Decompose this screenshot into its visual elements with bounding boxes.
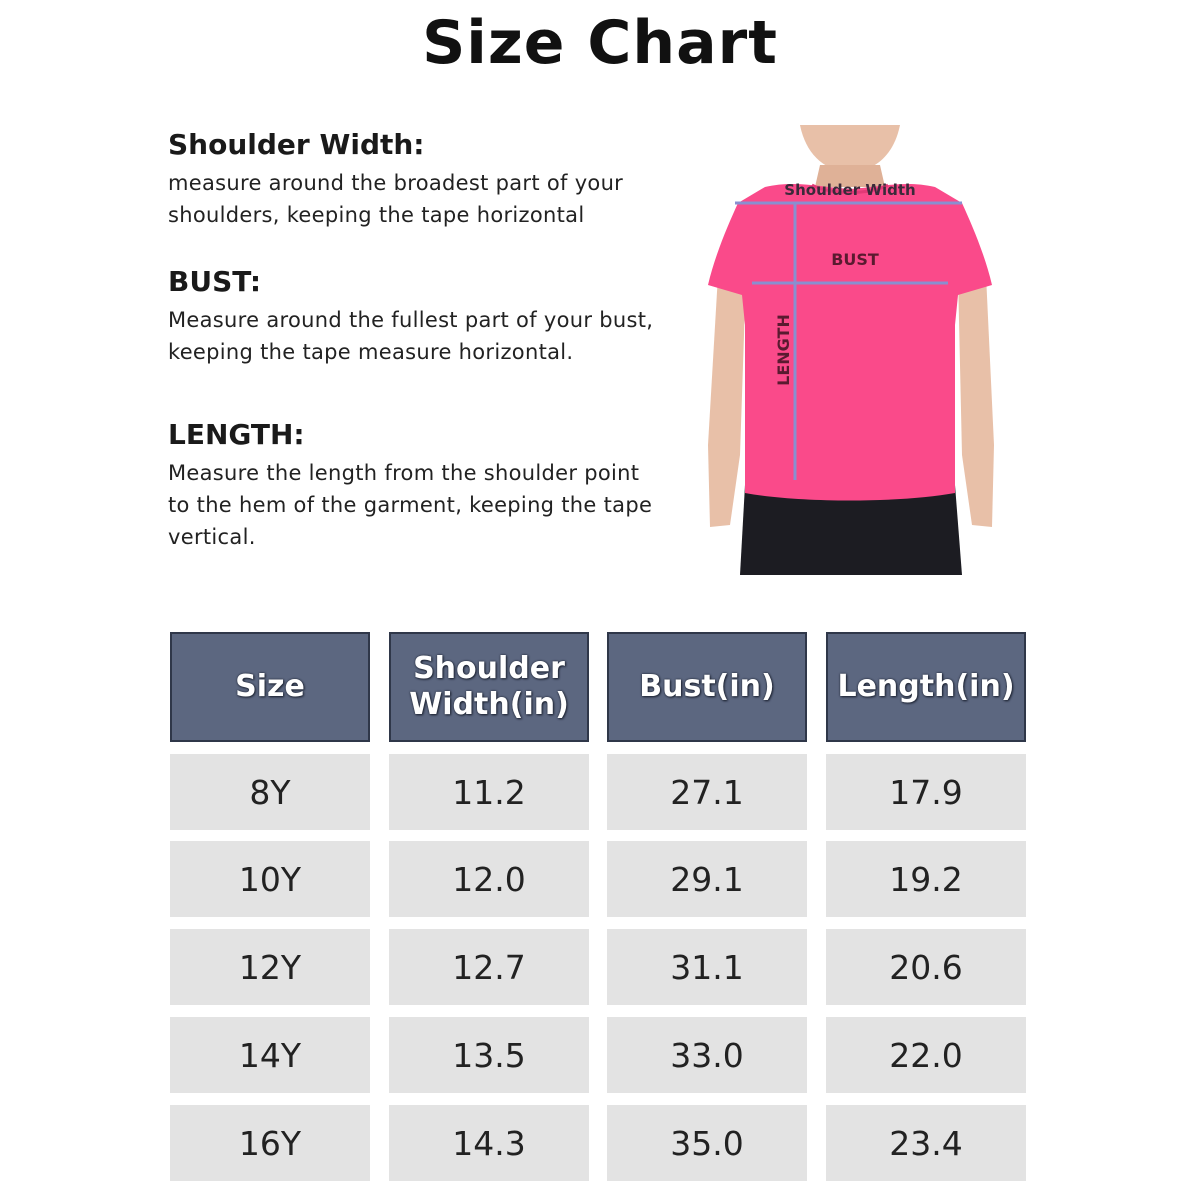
section-bust <box>168 265 688 368</box>
right-arm-skin <box>958 275 994 527</box>
table-cell: 35.0 <box>607 1105 807 1181</box>
table-cell: 10Y <box>170 841 370 917</box>
section-text <box>168 167 688 231</box>
text-line: keeping the tape measure horizontal. <box>168 340 574 364</box>
pink-tshirt <box>708 184 992 501</box>
section-shoulder-width <box>168 128 688 231</box>
bust-label: BUST <box>831 250 879 269</box>
table-cell: 27.1 <box>607 754 807 830</box>
header-shoulder-width <box>389 632 589 742</box>
length-label: LENGTH <box>774 314 793 386</box>
table-cell: 20.6 <box>826 929 1026 1005</box>
text-line: vertical. <box>168 525 256 549</box>
header-label <box>409 651 569 723</box>
header-label-line: Width(in) <box>409 687 569 722</box>
tshirt-measurement-figure <box>700 125 1000 575</box>
left-arm-skin <box>708 275 746 527</box>
header-bust <box>607 632 807 742</box>
table-cell: 14.3 <box>389 1105 589 1181</box>
table-cell: 12.7 <box>389 929 589 1005</box>
text-line: measure around the broadest part of your <box>168 171 624 195</box>
header-label: Size <box>235 669 305 704</box>
table-cell: 14Y <box>170 1017 370 1093</box>
table-cell: 12.0 <box>389 841 589 917</box>
section-heading: BUST: <box>168 265 262 298</box>
table-cell: 23.4 <box>826 1105 1026 1181</box>
section-text <box>168 304 688 368</box>
text-line: Measure around the fullest part of your bust, <box>168 308 654 332</box>
table-cell: 8Y <box>170 754 370 830</box>
section-length <box>168 418 688 553</box>
table-cell: 12Y <box>170 929 370 1005</box>
text-line: to the hem of the garment, keeping the tape <box>168 493 653 517</box>
text-line: Measure the length from the shoulder point <box>168 461 640 485</box>
table-cell: 29.1 <box>607 841 807 917</box>
text-line: shoulders, keeping the tape horizontal <box>168 203 585 227</box>
header-label-line: Shoulder <box>413 651 565 686</box>
header-label: Length(in) <box>837 669 1015 704</box>
page-title: Size Chart <box>422 8 778 78</box>
header-size <box>170 632 370 742</box>
table-cell: 33.0 <box>607 1017 807 1093</box>
shoulder-width-label: Shoulder Width <box>784 181 916 199</box>
table-cell: 22.0 <box>826 1017 1026 1093</box>
table-cell: 11.2 <box>389 754 589 830</box>
section-heading: Shoulder Width: <box>168 128 425 161</box>
header-label: Bust(in) <box>639 669 775 704</box>
table-cell: 19.2 <box>826 841 1026 917</box>
table-cell: 17.9 <box>826 754 1026 830</box>
table-cell: 31.1 <box>607 929 807 1005</box>
table-cell: 16Y <box>170 1105 370 1181</box>
section-text <box>168 457 688 553</box>
header-length <box>826 632 1026 742</box>
section-heading: LENGTH: <box>168 418 305 451</box>
table-cell: 13.5 <box>389 1017 589 1093</box>
